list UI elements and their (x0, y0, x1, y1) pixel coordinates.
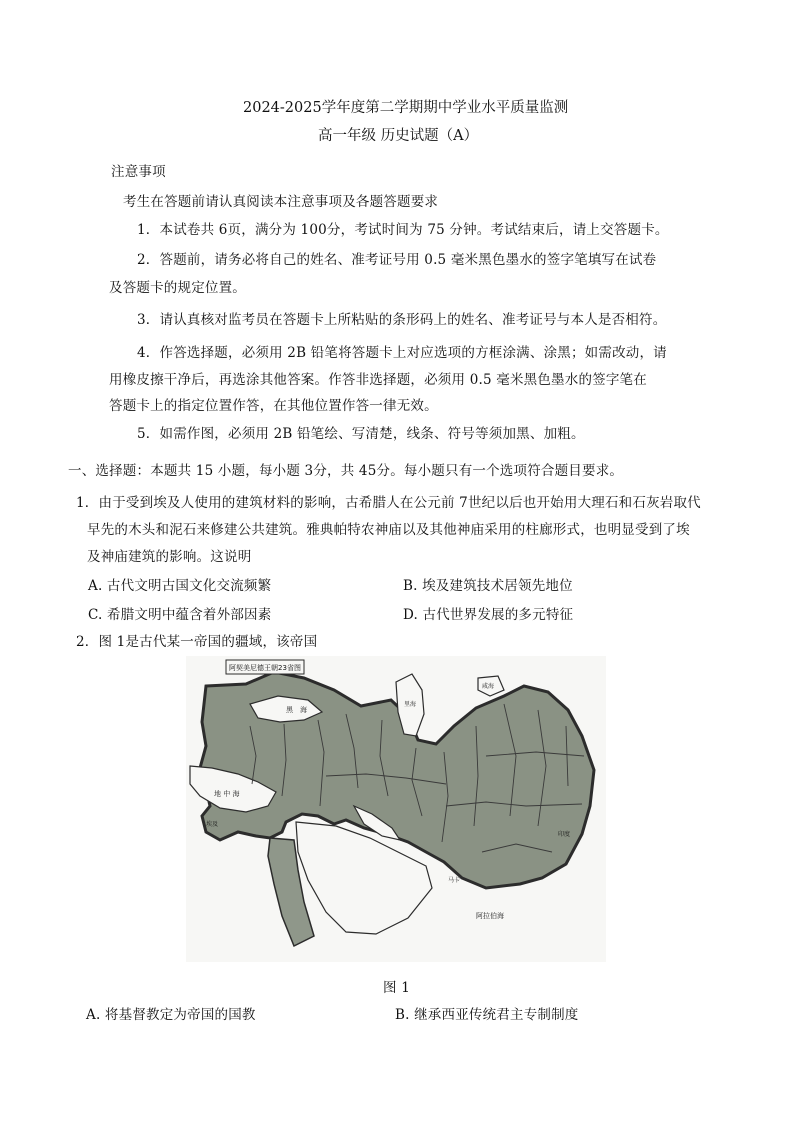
q1-line-2: 早先的木头和泥石来修建公共建筑。雅典帕特农神庙以及其他神庙采用的柱廊形式，也明显受到了埃 (87, 522, 690, 538)
notice-item-2-cont: 及答题卡的规定位置。 (109, 280, 246, 296)
map-label-maka: 马卡 (448, 877, 461, 884)
notice-item-3: 3．请认真核对监考员在答题卡上所粘贴的条形码上的姓名、准考证号与本人是否相符。 (137, 312, 667, 328)
notice-heading: 注意事项 (111, 164, 166, 180)
notice-item-1: 1．本试卷共 6页，满分为 100分，考试时间为 75 分钟。考试结束后，请上交答题卡。 (137, 222, 669, 238)
exam-title: 2024-2025学年度第二学期期中学业水平质量监测 (243, 100, 569, 116)
notice-item-4-cont2: 答题卡上的指定位置作答，在其他位置作答一律无效。 (109, 398, 438, 414)
q2-option-a[interactable]: A. 将基督教定为帝国的国教 (86, 1007, 256, 1023)
map-label-aral: 咸海 (482, 683, 495, 690)
q2-option-b[interactable]: B. 继承西亚传统君主专制制度 (395, 1007, 579, 1023)
notice-item-4: 4．作答选择题，必须用 2B 铅笔将答题卡上对应选项的方框涂满、涂黑；如需改动，请 (137, 345, 667, 361)
section-heading: 一、选择题：本题共 15 小题，每小题 3分，共 45分。每小题只有一个选项符合题目要求。 (68, 463, 624, 479)
q1-option-b[interactable]: B. 埃及建筑技术居领先地位 (403, 578, 573, 594)
q1-option-c[interactable]: C. 希腊文明中蕴含着外部因素 (88, 607, 272, 623)
map-label-india: 印度 (558, 831, 571, 838)
q1-line-3: 及神庙建筑的影响。这说明 (87, 549, 252, 565)
notice-intro: 考生在答题前请认真阅读本注意事项及各题答题要求 (123, 194, 439, 210)
q2-stem: 2．图 1是古代某一帝国的疆域，该帝国 (76, 634, 318, 650)
map-label-egypt: 埃及 (206, 821, 219, 828)
map-label-mediterranean: 地 中 海 (214, 790, 240, 798)
empire-map-svg (186, 656, 606, 962)
exam-subtitle: 高一年级 历史试题（A） (318, 128, 479, 144)
figure-caption: 图 1 (383, 980, 410, 996)
q1-line-1: 1．由于受到埃及人使用的建筑材料的影响，古希腊人在公元前 7世纪以后也开始用大理石和石灰岩取代 (76, 495, 701, 511)
map-title-label: 阿契美尼德王朝23省图 (229, 664, 301, 672)
map-label-caspian: 里海 (404, 701, 417, 708)
q1-option-a[interactable]: A. 古代文明古国文化交流频繁 (88, 578, 272, 594)
map-label-arabian-sea: 阿拉伯海 (476, 912, 504, 920)
notice-item-5: 5．如需作图，必须用 2B 铅笔绘、写清楚，线条、符号等须加黑、加粗。 (137, 426, 585, 442)
notice-item-4-cont1: 用橡皮擦干净后，再选涂其他答案。作答非选择题，必须用 0.5 毫米黑色墨水的签字笔在 (109, 372, 647, 388)
empire-map (186, 656, 606, 962)
notice-item-2: 2．答题前，请务必将自己的姓名、准考证号用 0.5 毫米黑色墨水的签字笔填写在试卷 (137, 252, 657, 268)
map-label-black-sea: 黑 海 (286, 706, 307, 714)
q1-option-d[interactable]: D. 古代世界发展的多元特征 (403, 607, 574, 623)
